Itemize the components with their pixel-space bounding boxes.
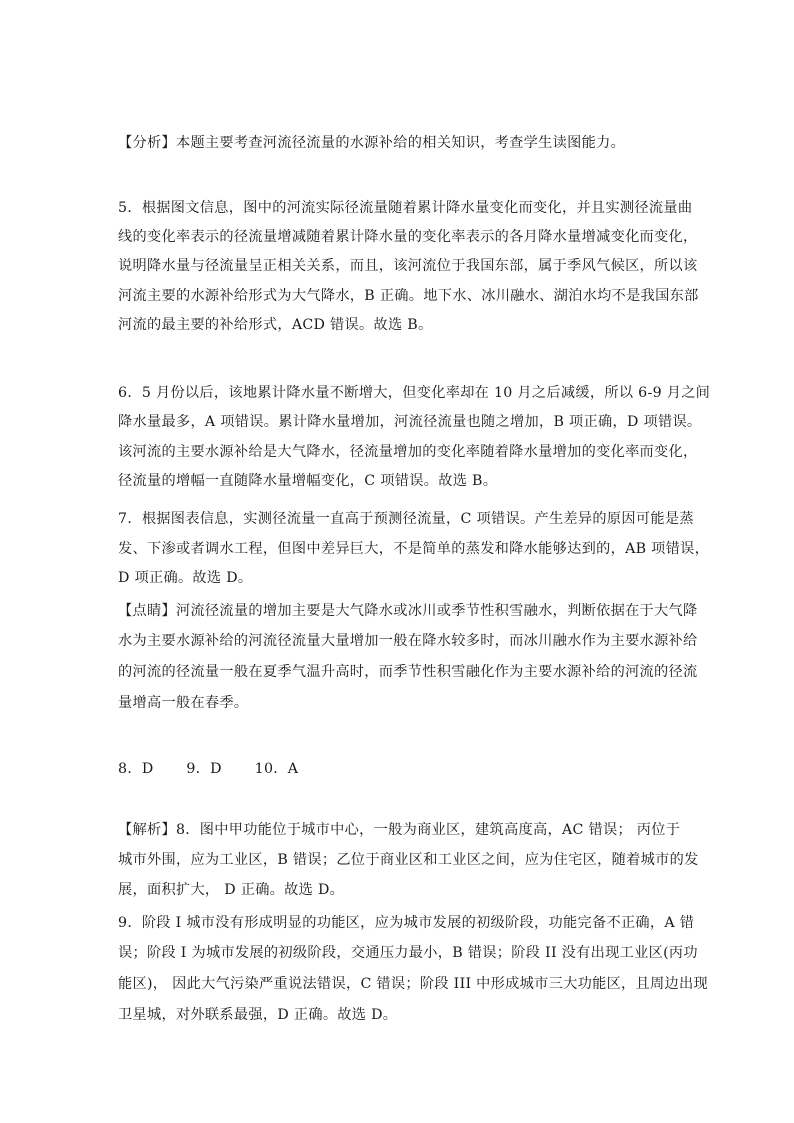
tip-paragraph-line-3: 的河流的径流量一般在夏季气温升高时，而季节性积雪融化作为主要水源补给的河流的径流 xyxy=(118,664,698,680)
answer-q9: 9．D xyxy=(186,761,222,777)
q6-explanation-line-4: 径流量的增幅一直随降水量增幅变化，C 项错误。故选 B。 xyxy=(118,473,498,489)
q5-explanation-line-5: 河流的最主要的补给形式，ACD 错误。故选 B。 xyxy=(118,317,433,333)
q6-explanation-line-1: 6．5 月份以后，该地累计降水量不断增大，但变化率却在 10 月之后减缓，所以 6-9 月之间 xyxy=(118,385,711,401)
tip-paragraph-line-1: 【点睛】河流径流量的增加主要是大气降水或冰川或季节性积雪融水，判断依据在于大气降 xyxy=(118,603,698,619)
q9-explanation-line-3: 能区)， 因此大气污染严重说法错误，C 错误；阶段 III 中形成城市三大功能区，且周边出现 xyxy=(118,976,708,992)
q7-explanation-line-2: 发、下渗或者调水工程，但图中差异巨大，不是简单的蒸发和降水能够达到的，AB 项错误， xyxy=(118,541,710,557)
q8-explanation-line-2: 城市外围，应为工业区，B 错误；乙位于商业区和工业区之间，应为住宅区，随着城市的发 xyxy=(118,852,699,868)
q6-explanation-line-3: 该河流的主要水源补给是大气降水，径流量增加的变化率随着降水量增加的变化率而变化， xyxy=(118,444,698,460)
analysis-paragraph: 【分析】本题主要考查河流径流量的水源补给的相关知识，考查学生读图能力。 xyxy=(118,135,626,151)
q9-explanation-line-2: 误；阶段 I 为城市发展的初级阶段，交通压力最小，B 错误；阶段 II 没有出现工业区(丙功 xyxy=(118,945,698,961)
q9-explanation-line-1: 9．阶段 I 城市没有形成明显的功能区，应为城市发展的初级阶段，功能完备不正确，A 错 xyxy=(118,915,695,931)
q8-explanation-line-1: 【解析】8．图中甲功能位于城市中心，一般为商业区，建筑高度高，AC 错误； 丙位于 xyxy=(118,822,681,838)
q5-explanation-line-2: 线的变化率表示的径流量增减随着累计降水量的变化率表示的各月降水量增减变化而变化， xyxy=(118,229,698,245)
q7-explanation-line-3: D 项正确。故选 D。 xyxy=(118,570,253,586)
answer-key-row xyxy=(118,760,326,778)
q6-explanation-line-2: 降水量最多，A 项错误。累计降水量增加，河流径流量也随之增加，B 项正确，D 项错误。 xyxy=(118,414,702,430)
answer-q10: 10．A xyxy=(254,761,299,777)
q9-explanation-line-4: 卫星城，对外联系最强，D 正确。故选 D。 xyxy=(118,1007,398,1023)
q5-explanation-line-4: 河流主要的水源补给形式为大气降水，B 正确。地下水、冰川融水、湖泊水均不是我国东部 xyxy=(118,288,699,304)
q8-explanation-line-3: 展，面积扩大， D 正确。故选 D。 xyxy=(118,882,345,898)
q5-explanation-line-1: 5．根据图文信息，图中的河流实际径流量随着累计降水量变化而变化，并且实测径流量曲 xyxy=(118,200,693,216)
q7-explanation-line-1: 7．根据图表信息，实测径流量一直高于预测径流量，C 项错误。产生差异的原因可能是蒸 xyxy=(118,511,694,527)
tip-paragraph-line-4: 量增高一般在春季。 xyxy=(118,695,249,711)
q5-explanation-line-3: 说明降水量与径流量呈正相关关系，而且，该河流位于我国东部，属于季风气候区，所以该 xyxy=(118,258,698,274)
tip-paragraph-line-2: 水为主要水源补给的河流径流量大量增加一般在降水较多时，而冰川融水作为主要水源补给 xyxy=(118,633,698,649)
answer-q8: 8．D xyxy=(118,761,154,777)
